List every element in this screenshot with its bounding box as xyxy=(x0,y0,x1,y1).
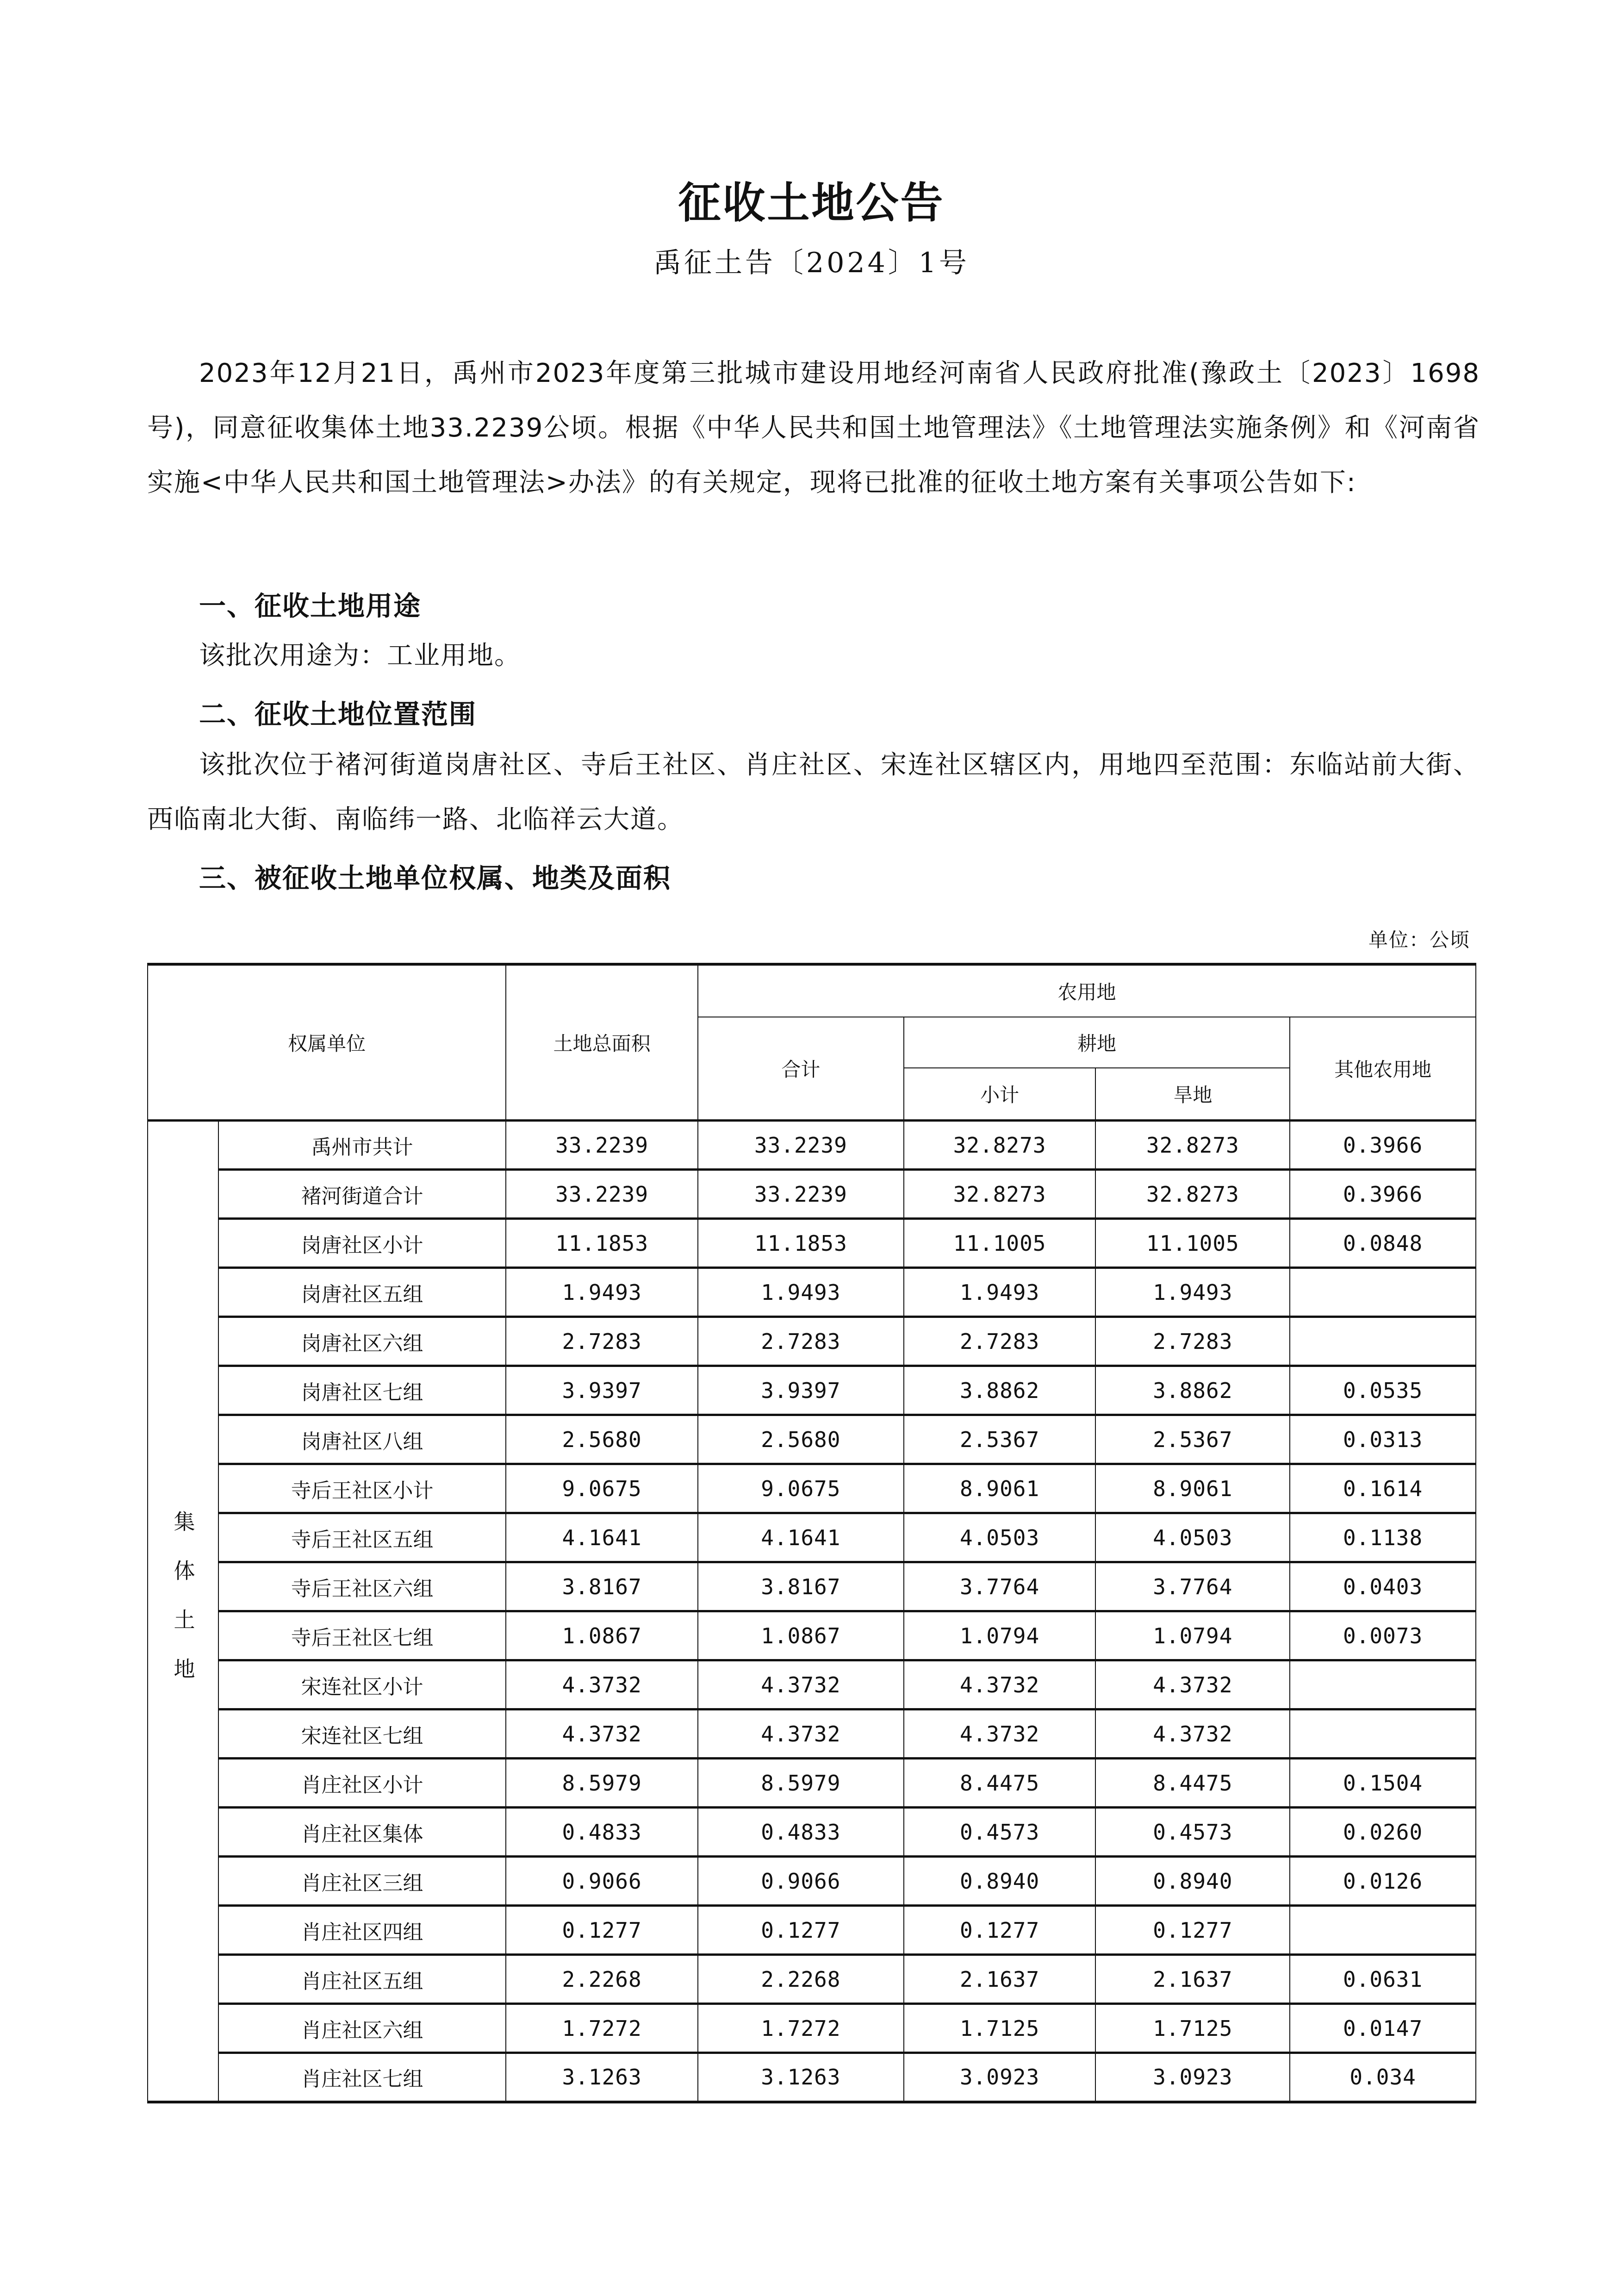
cell-cultivated-subtotal: 11.1005 xyxy=(904,1219,1096,1268)
cell-dry-land: 0.8940 xyxy=(1095,1857,1290,1906)
cell-dry-land: 3.7764 xyxy=(1095,1562,1290,1611)
table-row xyxy=(148,1660,1476,1710)
cell-total-area: 3.8167 xyxy=(506,1562,698,1611)
cell-ownership-unit: 肖庄社区三组 xyxy=(218,1857,506,1906)
cell-agri-total: 4.3732 xyxy=(698,1710,904,1759)
cell-cultivated-subtotal: 3.0923 xyxy=(904,2053,1096,2102)
cell-ownership-unit: 岗唐社区七组 xyxy=(218,1366,506,1415)
cell-total-area: 9.0675 xyxy=(506,1464,698,1513)
section-body-purpose: 该批次用途为：工业用地。 xyxy=(199,641,521,671)
cell-dry-land: 1.9493 xyxy=(1095,1268,1290,1317)
table-row xyxy=(148,1710,1476,1759)
cell-cultivated-subtotal: 8.4475 xyxy=(904,1759,1096,1808)
header-agricultural-land: 农用地 xyxy=(698,964,1476,1017)
cell-dry-land: 4.0503 xyxy=(1095,1513,1290,1562)
cell-agri-total: 2.7283 xyxy=(698,1317,904,1366)
table-row xyxy=(148,2053,1476,2102)
cell-cultivated-subtotal: 4.3732 xyxy=(904,1710,1096,1759)
cell-agri-total: 11.1853 xyxy=(698,1219,904,1268)
cell-cultivated-subtotal: 1.7125 xyxy=(904,2004,1096,2053)
cell-ownership-unit: 岗唐社区六组 xyxy=(218,1317,506,1366)
cell-ownership-unit: 寺后王社区七组 xyxy=(218,1611,506,1660)
table-row xyxy=(148,1415,1476,1464)
cell-dry-land: 2.1637 xyxy=(1095,1955,1290,2004)
cell-other-agricultural: 0.034 xyxy=(1290,2053,1476,2102)
cell-total-area: 0.1277 xyxy=(506,1906,698,1955)
cell-dry-land: 0.1277 xyxy=(1095,1906,1290,1955)
cell-other-agricultural xyxy=(1290,1268,1476,1317)
cell-agri-total: 3.8167 xyxy=(698,1562,904,1611)
table-row xyxy=(148,1121,1476,1170)
cell-cultivated-subtotal: 2.5367 xyxy=(904,1415,1096,1464)
cell-cultivated-subtotal: 4.3732 xyxy=(904,1660,1096,1710)
cell-total-area: 0.4833 xyxy=(506,1808,698,1857)
cell-dry-land: 2.7283 xyxy=(1095,1317,1290,1366)
document-number: 禹征土告〔2024〕1号 xyxy=(653,247,970,279)
cell-cultivated-subtotal: 3.7764 xyxy=(904,1562,1096,1611)
table-row xyxy=(148,1759,1476,1808)
cell-ownership-unit: 褚河街道合计 xyxy=(218,1170,506,1219)
cell-agri-total: 2.2268 xyxy=(698,1955,904,2004)
cell-ownership-unit: 肖庄社区四组 xyxy=(218,1906,506,1955)
cell-total-area: 4.3732 xyxy=(506,1660,698,1710)
cell-other-agricultural: 0.0073 xyxy=(1290,1611,1476,1660)
cell-agri-total: 0.1277 xyxy=(698,1906,904,1955)
cell-total-area: 8.5979 xyxy=(506,1759,698,1808)
cell-cultivated-subtotal: 32.8273 xyxy=(904,1121,1096,1170)
cell-agri-total: 1.9493 xyxy=(698,1268,904,1317)
cell-ownership-unit: 宋连社区小计 xyxy=(218,1660,506,1710)
cell-cultivated-subtotal: 2.1637 xyxy=(904,1955,1096,2004)
document-title: 征收土地公告 xyxy=(678,178,945,228)
cell-agri-total: 0.9066 xyxy=(698,1857,904,1906)
cell-dry-land: 0.4573 xyxy=(1095,1808,1290,1857)
cell-agri-total: 0.4833 xyxy=(698,1808,904,1857)
section-heading-ownership: 三、被征收土地单位权属、地类及面积 xyxy=(199,862,672,894)
cell-ownership-unit: 肖庄社区五组 xyxy=(218,1955,506,2004)
cell-cultivated-subtotal: 0.4573 xyxy=(904,1808,1096,1857)
header-total-area: 土地总面积 xyxy=(506,964,698,1121)
table-row xyxy=(148,1268,1476,1317)
cell-other-agricultural: 0.0535 xyxy=(1290,1366,1476,1415)
cell-total-area: 2.5680 xyxy=(506,1415,698,1464)
cell-dry-land: 4.3732 xyxy=(1095,1710,1290,1759)
cell-ownership-unit: 岗唐社区五组 xyxy=(218,1268,506,1317)
cell-other-agricultural: 0.0403 xyxy=(1290,1562,1476,1611)
cell-cultivated-subtotal: 1.9493 xyxy=(904,1268,1096,1317)
header-agri-total: 合计 xyxy=(698,1017,904,1121)
cell-cultivated-subtotal: 2.7283 xyxy=(904,1317,1096,1366)
cell-agri-total: 4.3732 xyxy=(698,1660,904,1710)
group-label: 集体土地 xyxy=(170,1510,196,1707)
cell-dry-land: 32.8273 xyxy=(1095,1121,1290,1170)
cell-total-area: 0.9066 xyxy=(506,1857,698,1906)
table-row xyxy=(148,1317,1476,1366)
cell-other-agricultural: 0.0126 xyxy=(1290,1857,1476,1906)
cell-ownership-unit: 肖庄社区六组 xyxy=(218,2004,506,2053)
cell-agri-total: 2.5680 xyxy=(698,1415,904,1464)
cell-other-agricultural: 0.3966 xyxy=(1290,1170,1476,1219)
cell-total-area: 1.9493 xyxy=(506,1268,698,1317)
cell-other-agricultural: 0.1614 xyxy=(1290,1464,1476,1513)
cell-dry-land: 2.5367 xyxy=(1095,1415,1290,1464)
cell-ownership-unit: 禹州市共计 xyxy=(218,1121,506,1170)
cell-total-area: 3.9397 xyxy=(506,1366,698,1415)
cell-ownership-unit: 宋连社区七组 xyxy=(218,1710,506,1759)
table-row xyxy=(148,1366,1476,1415)
cell-total-area: 4.1641 xyxy=(506,1513,698,1562)
cell-ownership-unit: 寺后王社区五组 xyxy=(218,1513,506,1562)
cell-ownership-unit: 肖庄社区小计 xyxy=(218,1759,506,1808)
table-body xyxy=(148,1121,1476,2102)
cell-other-agricultural: 0.0313 xyxy=(1290,1415,1476,1464)
header-other-agricultural: 其他农用地 xyxy=(1290,1017,1476,1121)
unit-note: 单位：公顷 xyxy=(1368,929,1470,951)
cell-total-area: 2.2268 xyxy=(506,1955,698,2004)
cell-agri-total: 3.1263 xyxy=(698,2053,904,2102)
cell-ownership-unit: 寺后王社区小计 xyxy=(218,1464,506,1513)
section-heading-purpose: 一、征收土地用途 xyxy=(199,590,422,622)
cell-cultivated-subtotal: 1.0794 xyxy=(904,1611,1096,1660)
cell-total-area: 2.7283 xyxy=(506,1317,698,1366)
cell-agri-total: 1.7272 xyxy=(698,2004,904,2053)
cell-total-area: 3.1263 xyxy=(506,2053,698,2102)
cell-ownership-unit: 寺后王社区六组 xyxy=(218,1562,506,1611)
cell-total-area: 4.3732 xyxy=(506,1710,698,1759)
cell-dry-land: 11.1005 xyxy=(1095,1219,1290,1268)
cell-total-area: 33.2239 xyxy=(506,1170,698,1219)
cell-dry-land: 32.8273 xyxy=(1095,1170,1290,1219)
table-row xyxy=(148,2004,1476,2053)
cell-other-agricultural: 0.0631 xyxy=(1290,1955,1476,2004)
table-row xyxy=(148,1513,1476,1562)
cell-total-area: 11.1853 xyxy=(506,1219,698,1268)
cell-other-agricultural: 0.0848 xyxy=(1290,1219,1476,1268)
table-row xyxy=(148,1906,1476,1955)
cell-dry-land: 1.7125 xyxy=(1095,2004,1290,2053)
cell-other-agricultural: 0.1138 xyxy=(1290,1513,1476,1562)
header-ownership-unit: 权属单位 xyxy=(148,964,506,1121)
table-row xyxy=(148,1562,1476,1611)
table-row xyxy=(148,1170,1476,1219)
section-body-location: 该批次位于褚河街道岗唐社区、寺后王社区、肖庄社区、宋连社区辖区内，用地四至范围：东临站前大街、西临南北大街、南临纬一路、北临祥云大道。 xyxy=(147,750,1480,835)
cell-dry-land: 8.9061 xyxy=(1095,1464,1290,1513)
table-row xyxy=(148,1857,1476,1906)
cell-agri-total: 8.5979 xyxy=(698,1759,904,1808)
table-row xyxy=(148,1808,1476,1857)
cell-cultivated-subtotal: 0.1277 xyxy=(904,1906,1096,1955)
cell-ownership-unit: 肖庄社区七组 xyxy=(218,2053,506,2102)
cell-cultivated-subtotal: 0.8940 xyxy=(904,1857,1096,1906)
table-row xyxy=(148,1219,1476,1268)
cell-ownership-unit: 肖庄社区集体 xyxy=(218,1808,506,1857)
cell-other-agricultural: 0.3966 xyxy=(1290,1121,1476,1170)
table-row xyxy=(148,1611,1476,1660)
cell-other-agricultural xyxy=(1290,1710,1476,1759)
cell-other-agricultural: 0.0260 xyxy=(1290,1808,1476,1857)
cell-other-agricultural: 0.1504 xyxy=(1290,1759,1476,1808)
cell-dry-land: 1.0794 xyxy=(1095,1611,1290,1660)
cell-other-agricultural xyxy=(1290,1660,1476,1710)
cell-total-area: 33.2239 xyxy=(506,1121,698,1170)
cell-dry-land: 3.8862 xyxy=(1095,1366,1290,1415)
header-dry-land: 旱地 xyxy=(1095,1068,1290,1121)
header-cultivated-subtotal: 小计 xyxy=(904,1068,1096,1121)
cell-agri-total: 3.9397 xyxy=(698,1366,904,1415)
cell-dry-land: 3.0923 xyxy=(1095,2053,1290,2102)
cell-other-agricultural xyxy=(1290,1906,1476,1955)
cell-agri-total: 33.2239 xyxy=(698,1121,904,1170)
cell-agri-total: 4.1641 xyxy=(698,1513,904,1562)
table-row xyxy=(148,1464,1476,1513)
cell-other-agricultural xyxy=(1290,1317,1476,1366)
cell-total-area: 1.0867 xyxy=(506,1611,698,1660)
section-heading-location: 二、征收土地位置范围 xyxy=(199,699,477,730)
cell-dry-land: 8.4475 xyxy=(1095,1759,1290,1808)
cell-cultivated-subtotal: 3.8862 xyxy=(904,1366,1096,1415)
cell-dry-land: 4.3732 xyxy=(1095,1660,1290,1710)
land-table xyxy=(147,963,1476,2103)
intro-paragraph: 2023年12月21日，禹州市2023年度第三批城市建设用地经河南省人民政府批准(豫政土〔2023〕1698号)，同意征收集体土地33.2239公顷。根据《中华人民共和国土地管理法》《土地管理法实施条例》和《河南省实施<中华人民共和国土地管理法>办法》的有关规定，现将已批准的征收土地方案有关事项公告如下: xyxy=(147,358,1480,498)
cell-total-area: 1.7272 xyxy=(506,2004,698,2053)
cell-agri-total: 1.0867 xyxy=(698,1611,904,1660)
group-label-cell xyxy=(148,1121,218,2102)
cell-cultivated-subtotal: 32.8273 xyxy=(904,1170,1096,1219)
header-cultivated-land: 耕地 xyxy=(904,1017,1290,1068)
cell-agri-total: 33.2239 xyxy=(698,1170,904,1219)
cell-other-agricultural: 0.0147 xyxy=(1290,2004,1476,2053)
cell-ownership-unit: 岗唐社区小计 xyxy=(218,1219,506,1268)
cell-ownership-unit: 岗唐社区八组 xyxy=(218,1415,506,1464)
cell-cultivated-subtotal: 4.0503 xyxy=(904,1513,1096,1562)
cell-cultivated-subtotal: 8.9061 xyxy=(904,1464,1096,1513)
table-row xyxy=(148,1955,1476,2004)
cell-agri-total: 9.0675 xyxy=(698,1464,904,1513)
